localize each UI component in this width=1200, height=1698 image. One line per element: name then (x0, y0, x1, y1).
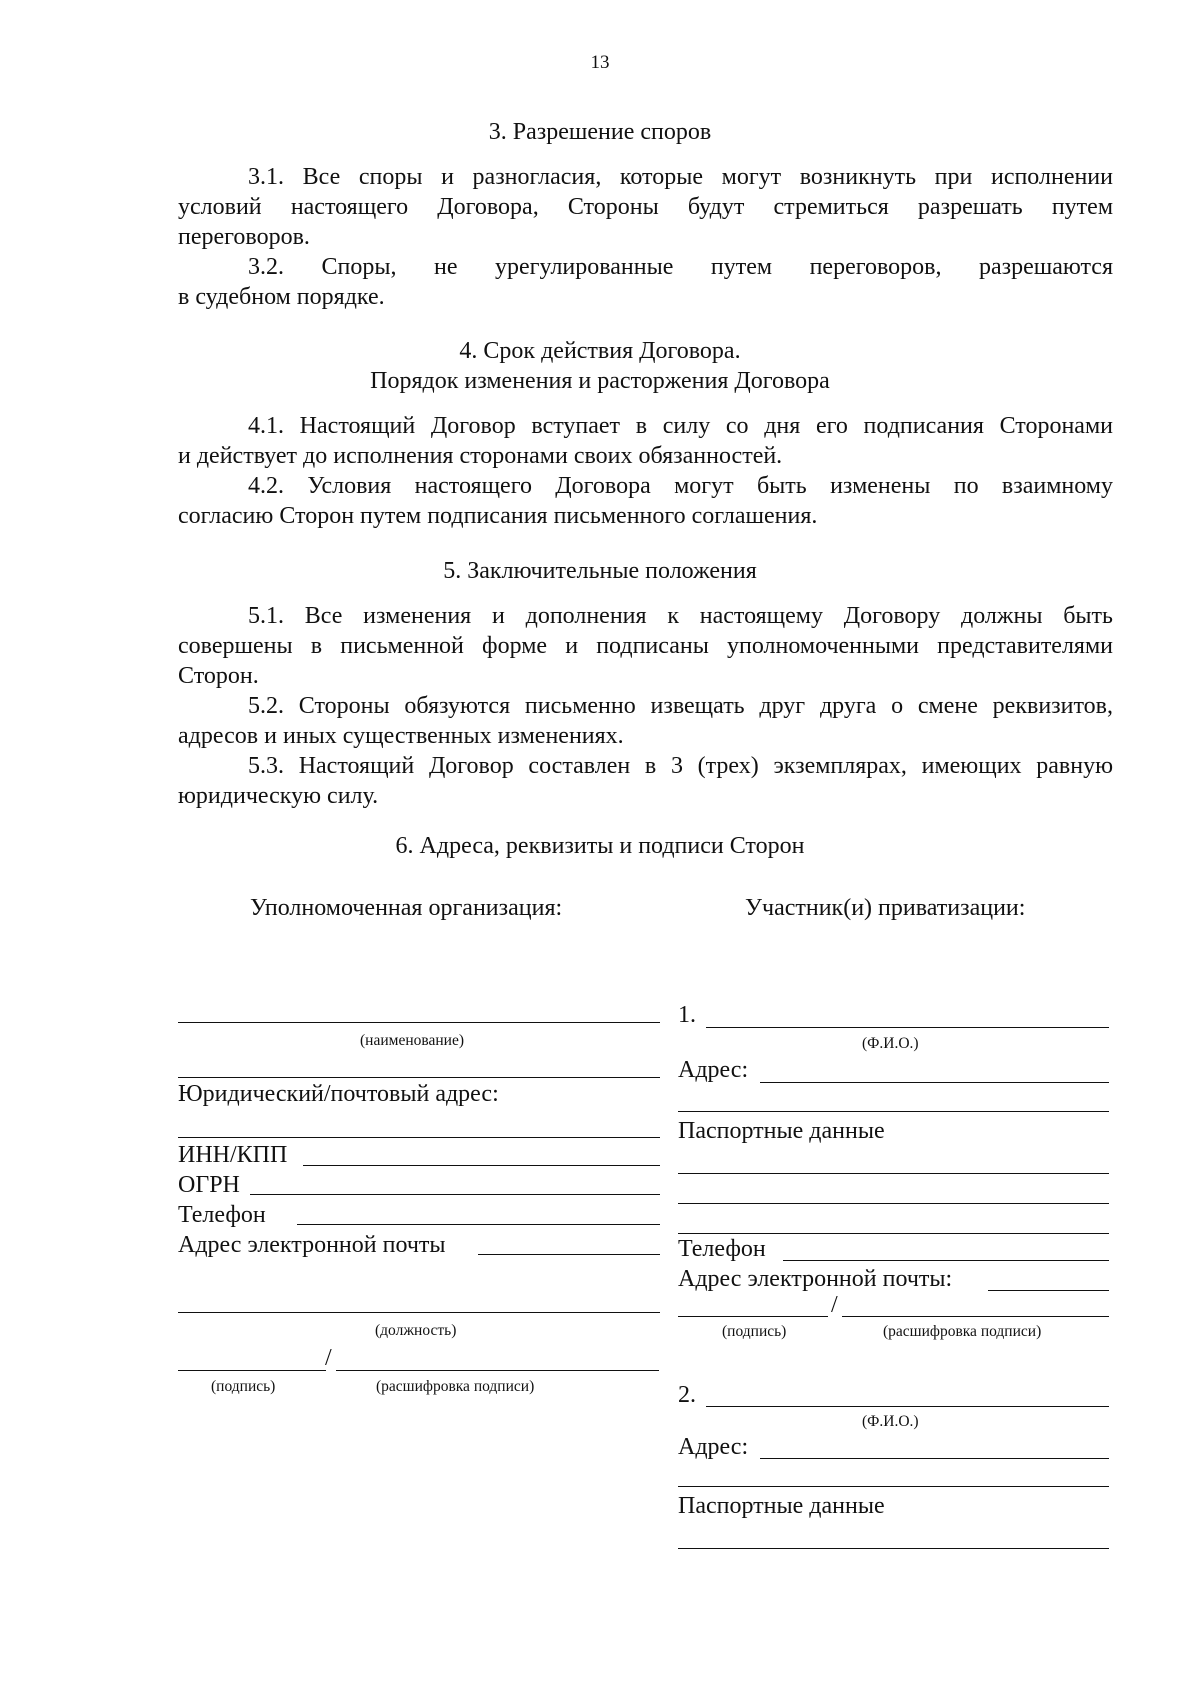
participant-1-email-label: Адрес электронной почты: (678, 1266, 953, 1292)
clause-5-1-line-3: Сторон. (178, 663, 259, 689)
participant-2-address-line[interactable] (760, 1458, 1109, 1459)
participant-1-passport-line-2[interactable] (678, 1203, 1109, 1204)
participant-1-decoding-caption: (расшифровка подписи) (883, 1323, 1042, 1340)
clause-4-1-line-2: и действует до исполнения сторонами своих обязанностей. (178, 443, 783, 469)
section-6-title: 6. Адреса, реквизиты и подписи Сторон (395, 833, 805, 859)
inn-kpp-line[interactable] (303, 1165, 660, 1166)
participant-1-decoding-line[interactable] (842, 1316, 1109, 1317)
clause-3-1-line-2: условий настоящего Договора, Стороны будут стремиться разрешать путем (178, 194, 1113, 220)
org-heading: Уполномоченная организация: (250, 895, 563, 921)
participant-1-number: 1. (678, 1002, 696, 1028)
clause-4-2-line-2: согласию Сторон путем подписания письменного соглашения. (178, 503, 818, 529)
org-phone-label: Телефон (178, 1202, 266, 1228)
org-name-line[interactable] (178, 1022, 660, 1023)
participant-1-signature-line[interactable] (678, 1316, 828, 1317)
org-phone-line[interactable] (297, 1224, 660, 1225)
org-email-label: Адрес электронной почты (178, 1232, 446, 1258)
clause-5-1-line-1: 5.1. Все изменения и дополнения к настоящему Договору должны быть (248, 603, 1113, 629)
participant-1-address-label: Адрес: (678, 1057, 749, 1083)
participant-1-signature-caption: (подпись) (722, 1323, 787, 1340)
clause-4-1 (178, 411, 1113, 471)
org-name-caption: (наименование) (360, 1032, 464, 1049)
legal-address-line[interactable] (178, 1137, 660, 1138)
section-4-title-line-1: 4. Срок действия Договора. (459, 338, 741, 364)
clause-5-2-line-2: адресов и иных существенных изменениях. (178, 723, 624, 749)
section-3-title: 3. Разрешение споров (488, 119, 712, 145)
clause-3-2-line-2: в судебном порядке. (178, 284, 385, 310)
participant-2-passport-label: Паспортные данные (678, 1493, 885, 1519)
clause-3-1 (178, 162, 1113, 252)
org-decoding-caption: (расшифровка подписи) (376, 1378, 535, 1395)
ogrn-label: ОГРН (178, 1172, 240, 1198)
clause-3-2-line-1: 3.2. Споры, не урегулированные путем переговоров, разрешаются (248, 254, 1113, 280)
participant-1-address-line[interactable] (760, 1082, 1109, 1083)
participant-1-email-line[interactable] (988, 1290, 1109, 1291)
participant-1-phone-label: Телефон (678, 1236, 766, 1262)
section-4-title-line-2: Порядок изменения и расторжения Договора (370, 368, 830, 394)
participant-1-fio-caption: (Ф.И.О.) (862, 1035, 919, 1052)
page-number: 13 (590, 52, 610, 73)
participants-heading: Участник(и) приватизации: (745, 895, 1026, 921)
clause-5-1 (178, 601, 1113, 691)
participant-1-fio-line[interactable] (706, 1027, 1109, 1028)
org-signature-line[interactable] (178, 1370, 326, 1371)
clause-5-2 (178, 691, 1113, 751)
participant-1-passport-line-1[interactable] (678, 1173, 1109, 1174)
ogrn-line[interactable] (250, 1194, 660, 1195)
org-signature-slash: / (325, 1345, 332, 1371)
participant-2-number: 2. (678, 1382, 696, 1408)
clause-5-3-line-1: 5.3. Настоящий Договор составлен в 3 (трех) экземплярах, имеющих равную (248, 753, 1113, 779)
participant-2-address-line-2[interactable] (678, 1486, 1109, 1487)
participant-1-phone-line[interactable] (783, 1260, 1109, 1261)
participant-2-fio-caption: (Ф.И.О.) (862, 1413, 919, 1430)
org-name-line-2[interactable] (178, 1077, 660, 1078)
participant-1-address-line-2[interactable] (678, 1111, 1109, 1112)
section-5-title: 5. Заключительные положения (443, 558, 757, 584)
clause-5-1-line-2: совершены в письменной форме и подписаны уполномоченными представителями (178, 633, 1113, 659)
clause-4-1-line-1: 4.1. Настоящий Договор вступает в силу со дня его подписания Сторонами (248, 413, 1113, 439)
participant-1-passport-label: Паспортные данные (678, 1118, 885, 1144)
clause-3-1-line-1: 3.1. Все споры и разногласия, которые могут возникнуть при исполнении (248, 164, 1113, 190)
org-email-line[interactable] (478, 1254, 660, 1255)
position-line[interactable] (178, 1312, 660, 1313)
clause-5-3 (178, 751, 1113, 811)
participant-2-address-label: Адрес: (678, 1434, 749, 1460)
position-caption: (должность) (375, 1322, 457, 1339)
inn-kpp-label: ИНН/КПП (178, 1142, 288, 1168)
participant-1-signature-slash: / (831, 1292, 838, 1318)
clause-5-3-line-2: юридическую силу. (178, 783, 379, 809)
org-signature-caption: (подпись) (211, 1378, 276, 1395)
participant-2-fio-line[interactable] (706, 1406, 1109, 1407)
clause-4-2-line-1: 4.2. Условия настоящего Договора могут быть изменены по взаимному (248, 473, 1113, 499)
clause-5-2-line-1: 5.2. Стороны обязуются письменно извещать друг друга о смене реквизитов, (248, 693, 1113, 719)
participant-2-passport-line-1[interactable] (678, 1548, 1109, 1549)
clause-4-2 (178, 471, 1113, 531)
clause-3-1-line-3: переговоров. (178, 224, 310, 250)
clause-3-2 (178, 252, 1113, 312)
legal-address-label: Юридический/почтовый адрес: (178, 1081, 499, 1107)
org-decoding-line[interactable] (336, 1370, 659, 1371)
